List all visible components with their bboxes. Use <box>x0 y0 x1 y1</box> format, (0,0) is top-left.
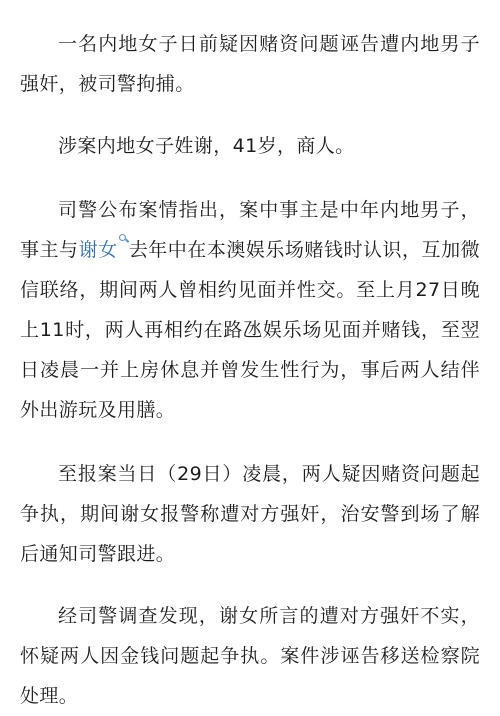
paragraph-arrest: 一名内地女子日前疑因赌资问题诬告遭内地男子强奸，被司警拘捕。 <box>20 33 480 95</box>
paragraph-suspect: 涉案内地女子姓谢，41岁，商人。 <box>58 135 355 157</box>
case-details-text-after: 去年中在本澳娱乐场赌钱时认识，互加微信联络，期间两人曾相约见面并性交。至上月27日晚上11时，两人再相约在路氹娱乐场见面并赌钱，至翌日凌晨一并上房休息并曾发生性行为，事后两人结伴外出游玩及用膳。 <box>20 239 481 421</box>
search-icon[interactable] <box>119 234 128 246</box>
paragraph-dispute: 至报案当日（29日）凌晨，两人疑因赌资问题起争执，期间谢女报警称遭对方强奸，治安警到场了解后通知司警跟进。 <box>20 463 480 565</box>
paragraph-investigation: 经司警调查发现，谢女所言的遭对方强奸不实，怀疑两人因金钱问题起争执。案件涉诬告移送检察院处理。 <box>20 605 480 707</box>
keyword-link-xie[interactable]: 谢女 <box>78 239 118 261</box>
case-details-text-before: 司警公布案情指出，案中事主是中年内地男子，事主与 <box>20 199 480 261</box>
paragraph-case-details <box>20 190 480 430</box>
